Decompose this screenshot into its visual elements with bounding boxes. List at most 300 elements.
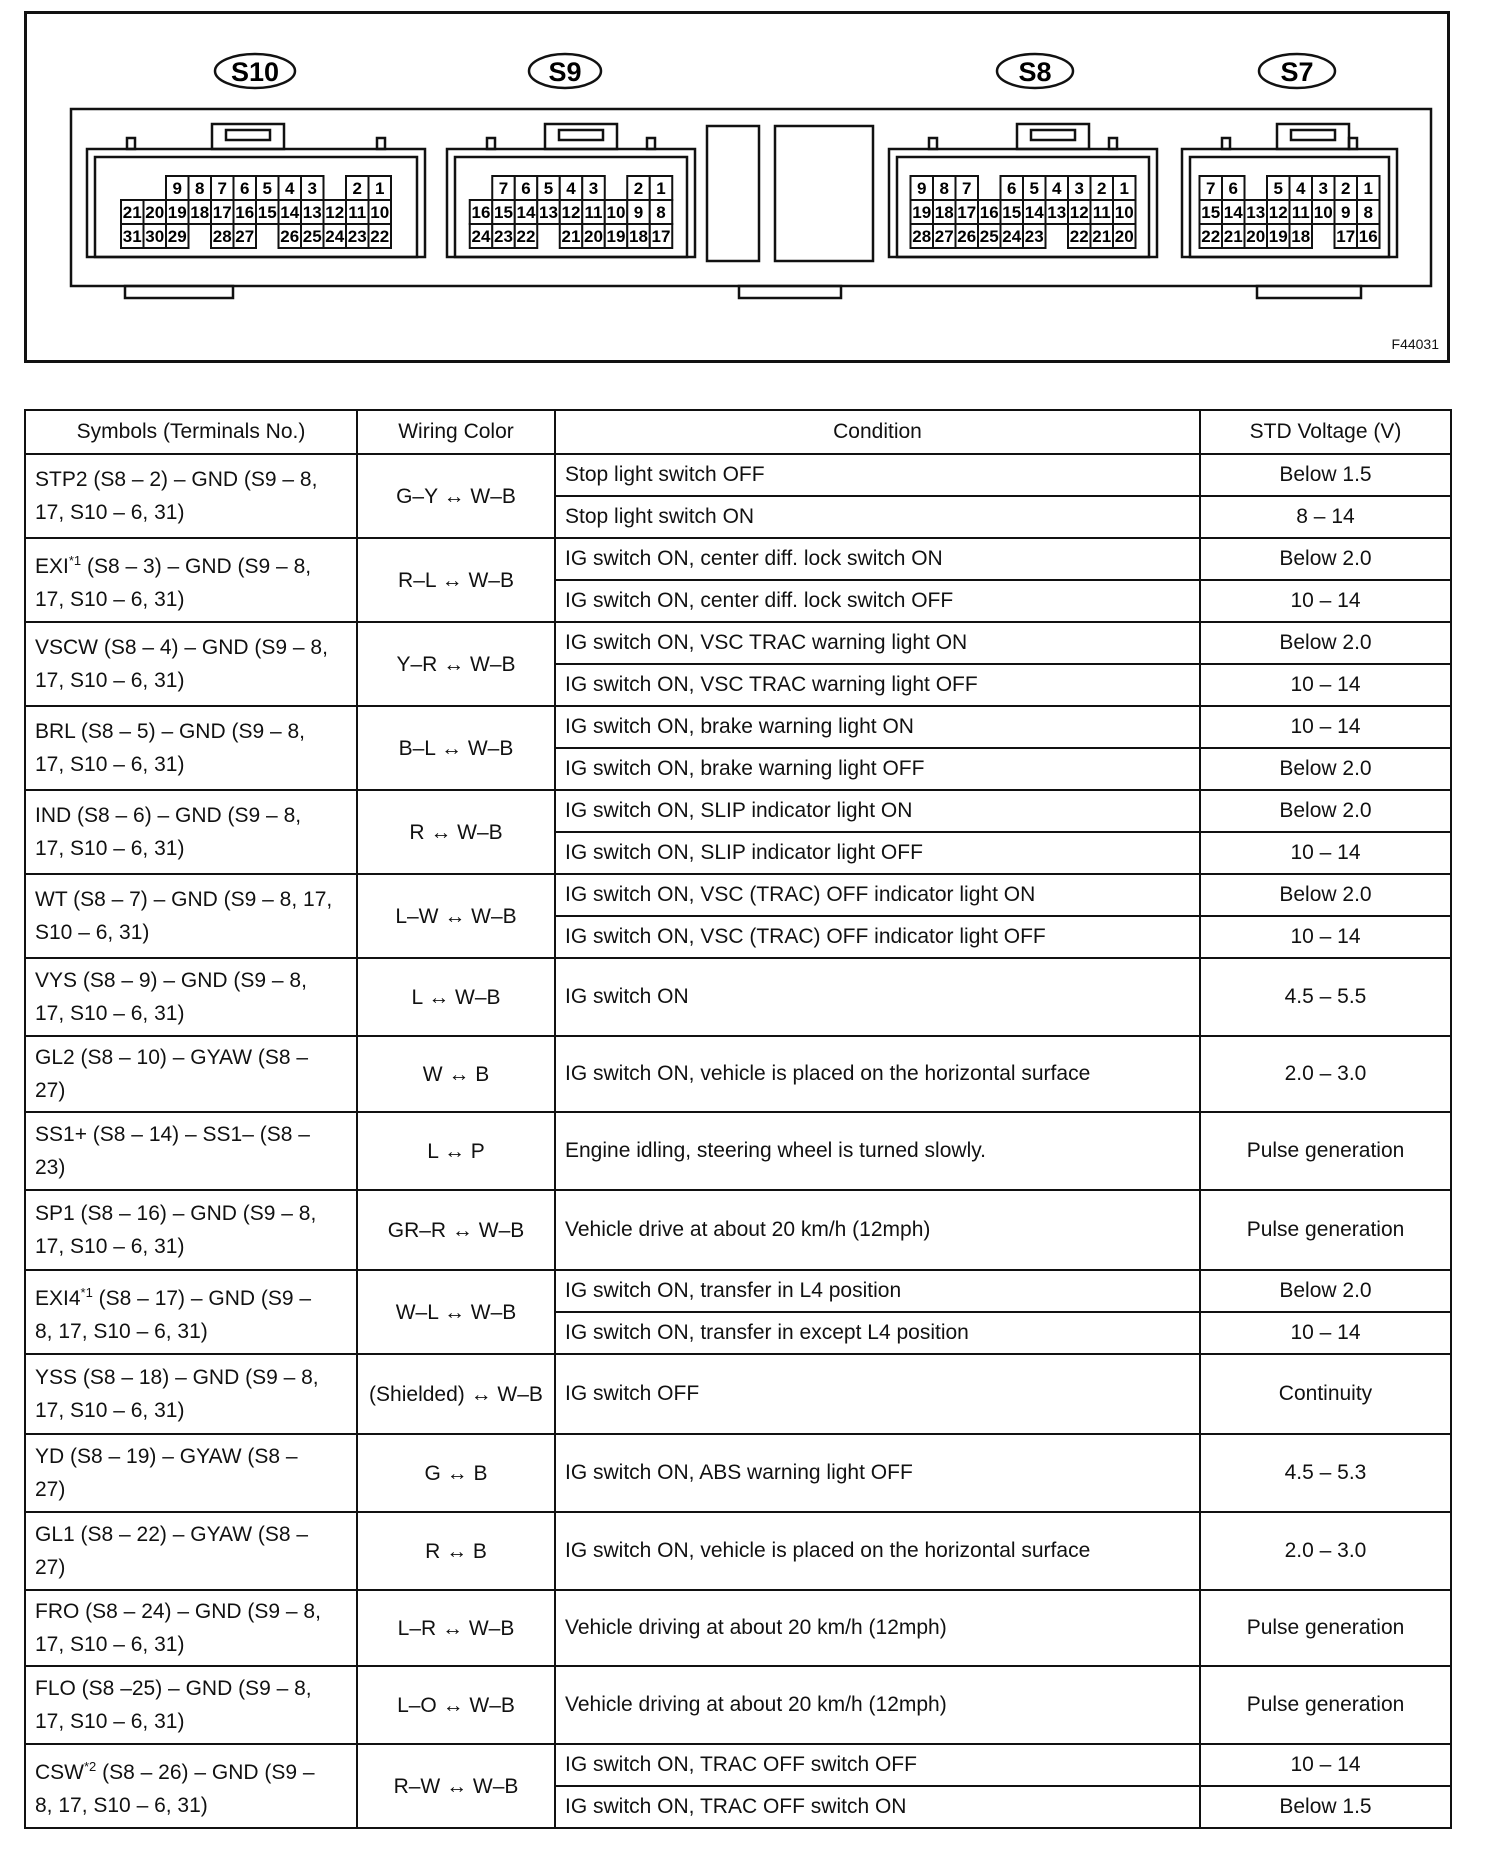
table-row	[25, 1190, 1451, 1270]
terminal-symbol-cell	[25, 538, 357, 622]
svg-text:1: 1	[1119, 179, 1129, 198]
table-row	[25, 1036, 1451, 1112]
pin-s9-17	[650, 224, 673, 248]
pin-s9-2	[627, 176, 650, 200]
pin-s7-13	[1245, 200, 1268, 224]
terminal-symbol-continued: 17, S10 – 6, 31)	[35, 588, 185, 611]
svg-text:23: 23	[1024, 227, 1044, 246]
pin-s8-26	[956, 224, 979, 248]
pin-s7-12	[1267, 200, 1290, 224]
pin-s7-7	[1200, 176, 1223, 200]
pin-s10-4	[279, 176, 302, 200]
pin-s9-4	[560, 176, 583, 200]
svg-text:18: 18	[190, 203, 210, 222]
connector-key	[377, 138, 385, 149]
svg-text:16: 16	[471, 203, 491, 222]
svg-text:2: 2	[352, 179, 362, 198]
figure-code: F44031	[1391, 336, 1439, 352]
mount-tab	[125, 286, 233, 298]
pin-s10-6	[234, 176, 257, 200]
pin-s8-15	[1001, 200, 1024, 224]
condition-cell: IG switch ON, VSC TRAC warning light ON	[555, 622, 1200, 664]
connector-drawing	[27, 14, 1447, 360]
svg-text:1: 1	[1363, 179, 1373, 198]
svg-text:25: 25	[302, 227, 322, 246]
pin-s8-9	[911, 176, 934, 200]
svg-text:7: 7	[1206, 179, 1216, 198]
pin-s8-1	[1113, 176, 1136, 200]
svg-text:1: 1	[375, 179, 385, 198]
pin-s10-23	[346, 224, 369, 248]
pin-s10-22	[369, 224, 392, 248]
condition-cell: IG switch ON, TRAC OFF switch OFF	[555, 1744, 1200, 1786]
table-row	[25, 538, 1451, 580]
svg-text:31: 31	[122, 227, 142, 246]
svg-text:3: 3	[307, 179, 317, 198]
condition-cell: IG switch ON, vehicle is placed on the horizontal surface	[555, 1512, 1200, 1590]
pin-s8-13	[1046, 200, 1069, 224]
pin-s10-11	[346, 200, 369, 224]
condition-cell: IG switch ON, VSC TRAC warning light OFF	[555, 664, 1200, 706]
terminal-symbol-cell	[25, 874, 357, 958]
svg-text:19: 19	[1268, 227, 1288, 246]
std-voltage-table	[24, 409, 1452, 1829]
pin-s8-4	[1046, 176, 1069, 200]
terminal-symbol: WT (S8 – 7) – GND (S9 – 8, 17,	[35, 888, 333, 911]
pin-s8-3	[1068, 176, 1091, 200]
pin-s8-24	[1001, 224, 1024, 248]
terminal-symbol-continued: 27)	[35, 1079, 66, 1102]
svg-text:7: 7	[217, 179, 227, 198]
pin-s9-19	[605, 224, 628, 248]
footnote-mark: *1	[68, 553, 82, 568]
std-voltage-cell: 2.0 – 3.0	[1200, 1036, 1451, 1112]
svg-text:13: 13	[539, 203, 558, 222]
pin-s7-4	[1290, 176, 1313, 200]
terminal-symbol-rest: (S8 – 26) – GND (S9 –	[96, 1761, 315, 1784]
svg-text:8: 8	[656, 203, 666, 222]
pin-s9-7	[492, 176, 515, 200]
svg-text:5: 5	[1029, 179, 1039, 198]
pin-s10-7	[211, 176, 234, 200]
svg-text:4: 4	[566, 179, 576, 198]
std-voltage-cell: 10 – 14	[1200, 1744, 1451, 1786]
svg-text:6: 6	[521, 179, 531, 198]
svg-text:22: 22	[1201, 227, 1221, 246]
table-row	[25, 1434, 1451, 1512]
svg-text:17: 17	[1336, 227, 1356, 246]
terminal-symbol-cell	[25, 1512, 357, 1590]
wiring-color-cell: L–O ↔ W–B	[357, 1666, 555, 1744]
svg-text:17: 17	[651, 227, 671, 246]
pin-s10-9	[166, 176, 189, 200]
svg-text:27: 27	[934, 227, 954, 246]
pin-s9-20	[582, 224, 605, 248]
svg-text:7: 7	[498, 179, 509, 198]
terminal-symbol: VYS (S8 – 9) – GND (S9 – 8,	[35, 969, 307, 992]
condition-cell: IG switch ON, brake warning light OFF	[555, 748, 1200, 790]
condition-cell: IG switch ON, VSC (TRAC) OFF indicator light OFF	[555, 916, 1200, 958]
svg-text:22: 22	[516, 227, 536, 246]
wiring-color-cell: W ↔ B	[357, 1036, 555, 1112]
svg-text:8: 8	[939, 179, 949, 198]
pin-s7-5	[1267, 176, 1290, 200]
std-voltage-cell: Below 2.0	[1200, 538, 1451, 580]
terminal-symbol: SP1 (S8 – 16) – GND (S9 – 8,	[35, 1202, 317, 1225]
svg-text:19: 19	[167, 203, 187, 222]
connector-latch	[1017, 124, 1089, 149]
condition-cell: IG switch ON, center diff. lock switch OFF	[555, 580, 1200, 622]
svg-text:30: 30	[145, 227, 165, 246]
std-voltage-cell: Continuity	[1200, 1354, 1451, 1434]
svg-text:14: 14	[1223, 203, 1243, 222]
svg-text:4: 4	[285, 179, 295, 198]
terminal-symbol-cell	[25, 790, 357, 874]
pin-s9-23	[492, 224, 515, 248]
svg-text:15: 15	[494, 203, 513, 222]
svg-text:11: 11	[584, 203, 603, 222]
terminal-symbol-continued: 8, 17, S10 – 6, 31)	[35, 1794, 208, 1817]
svg-text:16: 16	[235, 203, 255, 222]
pin-s10-27	[234, 224, 257, 248]
svg-text:15: 15	[1201, 203, 1221, 222]
mount-tab	[739, 286, 841, 298]
pin-s7-16	[1357, 224, 1380, 248]
pin-s10-26	[279, 224, 302, 248]
pin-s8-20	[1113, 224, 1136, 248]
pin-s9-18	[627, 224, 650, 248]
pin-s8-7	[956, 176, 979, 200]
connector-label: S7	[1280, 57, 1314, 87]
svg-text:22: 22	[1069, 227, 1089, 246]
svg-text:15: 15	[1002, 203, 1022, 222]
table-row	[25, 1512, 1451, 1590]
svg-text:6: 6	[1007, 179, 1017, 198]
std-voltage-cell: 10 – 14	[1200, 664, 1451, 706]
pin-s7-1	[1357, 176, 1380, 200]
table-row	[25, 1744, 1451, 1786]
svg-text:9: 9	[172, 179, 182, 198]
svg-text:24: 24	[471, 227, 491, 246]
table-row	[25, 1270, 1451, 1312]
terminal-symbol-rest: (S8 – 17) – GND (S9 –	[92, 1287, 312, 1310]
std-voltage-cell: 10 – 14	[1200, 706, 1451, 748]
svg-text:2: 2	[633, 179, 644, 198]
pin-s7-17	[1335, 224, 1358, 248]
terminal-symbol-continued: 17, S10 – 6, 31)	[35, 753, 185, 776]
terminal-symbol: EXI	[35, 555, 69, 578]
condition-cell: Stop light switch OFF	[555, 454, 1200, 496]
pin-s10-8	[189, 176, 212, 200]
condition-cell: IG switch ON, SLIP indicator light OFF	[555, 832, 1200, 874]
mount-tab	[1257, 286, 1361, 298]
wiring-color-cell: G ↔ B	[357, 1434, 555, 1512]
svg-text:21: 21	[122, 203, 142, 222]
header-std-voltage: STD Voltage (V)	[1200, 410, 1451, 454]
terminal-symbol: CSW	[35, 1761, 84, 1784]
pin-s9-16	[470, 200, 493, 224]
pin-s8-5	[1023, 176, 1046, 200]
terminal-symbol-continued: 17, S10 – 6, 31)	[35, 669, 185, 692]
condition-cell: IG switch ON, SLIP indicator light ON	[555, 790, 1200, 832]
terminal-symbol-cell	[25, 1434, 357, 1512]
terminal-symbol-cell	[25, 958, 357, 1036]
pin-s9-1	[650, 176, 673, 200]
pin-s10-19	[166, 200, 189, 224]
connector-label: S10	[230, 57, 280, 87]
svg-text:5: 5	[1273, 179, 1283, 198]
connector-s8	[889, 54, 1157, 257]
connector-key	[647, 138, 655, 149]
svg-text:6: 6	[1228, 179, 1238, 198]
pin-s10-5	[256, 176, 279, 200]
pin-s10-16	[234, 200, 257, 224]
svg-text:6: 6	[240, 179, 250, 198]
pin-s9-8	[650, 200, 673, 224]
connector-label: S8	[1018, 57, 1052, 87]
header-wiring-color: Wiring Color	[357, 410, 555, 454]
svg-text:2: 2	[1097, 179, 1107, 198]
wiring-color-cell: L–R ↔ W–B	[357, 1590, 555, 1666]
pin-s10-30	[144, 224, 167, 248]
wiring-color-cell: R–W ↔ W–B	[357, 1744, 555, 1828]
pin-s8-6	[1001, 176, 1024, 200]
svg-text:29: 29	[167, 227, 187, 246]
condition-cell: IG switch ON, ABS warning light OFF	[555, 1434, 1200, 1512]
terminal-symbol-rest: (S8 – 3) – GND (S9 – 8,	[81, 555, 312, 578]
svg-text:19: 19	[912, 203, 932, 222]
svg-text:12: 12	[1069, 203, 1089, 222]
connector-latch	[545, 124, 617, 149]
svg-text:12: 12	[1268, 203, 1288, 222]
std-voltage-cell: Below 2.0	[1200, 874, 1451, 916]
condition-cell: IG switch ON, TRAC OFF switch ON	[555, 1786, 1200, 1828]
terminal-symbol: EXI4	[35, 1287, 81, 1310]
pin-s8-11	[1091, 200, 1114, 224]
std-voltage-cell: Below 1.5	[1200, 1786, 1451, 1828]
pin-s9-5	[537, 176, 560, 200]
table-row	[25, 1112, 1451, 1190]
svg-text:21: 21	[1223, 227, 1243, 246]
svg-text:20: 20	[145, 203, 165, 222]
svg-text:5: 5	[262, 179, 272, 198]
connector-key	[1349, 138, 1357, 149]
pin-s8-12	[1068, 200, 1091, 224]
pin-s9-6	[515, 176, 538, 200]
svg-text:13: 13	[1246, 203, 1266, 222]
svg-text:22: 22	[370, 227, 390, 246]
svg-text:25: 25	[979, 227, 999, 246]
connector-key	[929, 138, 937, 149]
connector-key	[127, 138, 135, 149]
pin-s10-31	[121, 224, 144, 248]
svg-text:12: 12	[325, 203, 345, 222]
terminal-symbol-cell	[25, 1112, 357, 1190]
std-voltage-cell: Below 2.0	[1200, 748, 1451, 790]
condition-cell: IG switch ON, center diff. lock switch ON	[555, 538, 1200, 580]
wiring-color-cell: L ↔ W–B	[357, 958, 555, 1036]
blank-block	[707, 126, 759, 261]
condition-cell: IG switch ON, transfer in except L4 position	[555, 1312, 1200, 1354]
condition-cell: Stop light switch ON	[555, 496, 1200, 538]
condition-cell: Engine idling, steering wheel is turned slowly.	[555, 1112, 1200, 1190]
connector-key	[487, 138, 495, 149]
table-row	[25, 958, 1451, 1036]
pin-s10-1	[369, 176, 392, 200]
std-voltage-cell: 8 – 14	[1200, 496, 1451, 538]
connector-latch-slot	[1291, 130, 1335, 140]
pin-s9-14	[515, 200, 538, 224]
terminal-symbol-continued: 23)	[35, 1156, 66, 1179]
pin-s10-28	[211, 224, 234, 248]
pin-s7-20	[1245, 224, 1268, 248]
std-voltage-cell: 4.5 – 5.5	[1200, 958, 1451, 1036]
wiring-color-cell: (Shielded) ↔ W–B	[357, 1354, 555, 1434]
terminal-symbol: YD (S8 – 19) – GYAW (S8 –	[35, 1445, 298, 1468]
pin-s8-27	[933, 224, 956, 248]
pin-s8-8	[933, 176, 956, 200]
pin-s7-18	[1290, 224, 1313, 248]
std-voltage-cell: 10 – 14	[1200, 832, 1451, 874]
svg-text:27: 27	[235, 227, 255, 246]
pin-s10-21	[121, 200, 144, 224]
svg-text:28: 28	[912, 227, 932, 246]
svg-text:24: 24	[325, 227, 345, 246]
pin-s10-29	[166, 224, 189, 248]
pin-s9-9	[627, 200, 650, 224]
svg-text:12: 12	[561, 203, 581, 222]
terminal-symbol-continued: 17, S10 – 6, 31)	[35, 1002, 185, 1025]
svg-text:7: 7	[962, 179, 972, 198]
pin-s9-11	[582, 200, 605, 224]
std-voltage-cell: Below 2.0	[1200, 622, 1451, 664]
terminal-symbol-continued: 8, 17, S10 – 6, 31)	[35, 1320, 208, 1343]
pin-s7-15	[1200, 200, 1223, 224]
pin-s10-25	[301, 224, 324, 248]
condition-cell: Vehicle driving at about 20 km/h (12mph)	[555, 1666, 1200, 1744]
table-row	[25, 706, 1451, 748]
pin-s8-17	[956, 200, 979, 224]
svg-text:8: 8	[195, 179, 205, 198]
std-voltage-cell: Pulse generation	[1200, 1666, 1451, 1744]
connector-key	[1222, 138, 1230, 149]
pin-s8-16	[978, 200, 1001, 224]
svg-text:18: 18	[629, 227, 648, 246]
connector-key	[1109, 138, 1117, 149]
wiring-color-cell: GR–R ↔ W–B	[357, 1190, 555, 1270]
svg-text:9: 9	[633, 203, 644, 222]
terminal-symbol-continued: 17, S10 – 6, 31)	[35, 1235, 185, 1258]
pin-s10-15	[256, 200, 279, 224]
condition-cell: IG switch ON, brake warning light ON	[555, 706, 1200, 748]
header-condition: Condition	[555, 410, 1200, 454]
terminal-symbol: FRO (S8 – 24) – GND (S9 – 8,	[35, 1600, 321, 1623]
table-row	[25, 790, 1451, 832]
table-row	[25, 874, 1451, 916]
svg-text:17: 17	[957, 203, 977, 222]
pin-s8-23	[1023, 224, 1046, 248]
std-voltage-cell: 4.5 – 5.3	[1200, 1434, 1451, 1512]
pin-s10-18	[189, 200, 212, 224]
connector-latch-slot	[1031, 130, 1075, 140]
svg-text:21: 21	[561, 227, 581, 246]
svg-text:15: 15	[257, 203, 277, 222]
svg-text:23: 23	[347, 227, 367, 246]
svg-text:16: 16	[1358, 227, 1378, 246]
header-symbols: Symbols (Terminals No.)	[25, 410, 357, 454]
connector-latch	[212, 124, 284, 149]
pin-s8-28	[911, 224, 934, 248]
table-row	[25, 1590, 1451, 1666]
terminal-symbol-continued: S10 – 6, 31)	[35, 921, 150, 944]
std-voltage-cell: Pulse generation	[1200, 1190, 1451, 1270]
pin-s7-14	[1222, 200, 1245, 224]
pin-s10-10	[369, 200, 392, 224]
wiring-color-cell: Y–R ↔ W–B	[357, 622, 555, 706]
svg-text:21: 21	[1092, 227, 1112, 246]
pin-s9-3	[582, 176, 605, 200]
svg-text:20: 20	[1246, 227, 1266, 246]
std-voltage-cell: Below 1.5	[1200, 454, 1451, 496]
connector-latch	[1277, 124, 1349, 149]
wiring-color-cell: R–L ↔ W–B	[357, 538, 555, 622]
pin-s7-8	[1357, 200, 1380, 224]
svg-text:9: 9	[917, 179, 927, 198]
svg-text:5: 5	[543, 179, 554, 198]
svg-text:2: 2	[1341, 179, 1351, 198]
pin-s8-14	[1023, 200, 1046, 224]
svg-text:10: 10	[606, 203, 626, 222]
svg-text:24: 24	[1002, 227, 1022, 246]
pin-s8-2	[1091, 176, 1114, 200]
terminal-symbol: FLO (S8 –25) – GND (S9 – 8,	[35, 1677, 312, 1700]
svg-text:14: 14	[516, 203, 536, 222]
svg-text:4: 4	[1296, 179, 1306, 198]
terminal-symbol-continued: 17, S10 – 6, 31)	[35, 837, 185, 860]
pin-s7-10	[1312, 200, 1335, 224]
table-row	[25, 1666, 1451, 1744]
pin-s8-19	[911, 200, 934, 224]
svg-text:10: 10	[1114, 203, 1134, 222]
svg-text:3: 3	[1318, 179, 1328, 198]
svg-text:11: 11	[1291, 203, 1310, 222]
svg-text:18: 18	[934, 203, 954, 222]
footnote-mark: *1	[80, 1285, 93, 1300]
condition-cell: Vehicle driving at about 20 km/h (12mph)	[555, 1590, 1200, 1666]
svg-text:26: 26	[280, 227, 300, 246]
pin-s8-18	[933, 200, 956, 224]
wiring-color-cell: B–L ↔ W–B	[357, 706, 555, 790]
svg-text:19: 19	[606, 227, 626, 246]
pin-s10-13	[301, 200, 324, 224]
std-voltage-cell: 2.0 – 3.0	[1200, 1512, 1451, 1590]
terminal-symbol: VSCW (S8 – 4) – GND (S9 – 8,	[35, 636, 328, 659]
terminal-symbol-cell	[25, 1590, 357, 1666]
wiring-color-cell: G–Y ↔ W–B	[357, 454, 555, 538]
svg-text:16: 16	[979, 203, 999, 222]
wiring-color-cell: W–L ↔ W–B	[357, 1270, 555, 1354]
terminal-symbol-cell	[25, 622, 357, 706]
svg-text:3: 3	[588, 179, 599, 198]
connector-diagram	[24, 11, 1450, 363]
pin-s10-14	[279, 200, 302, 224]
connector-latch-slot	[226, 130, 270, 140]
connector-s9	[447, 54, 695, 257]
condition-cell: IG switch ON, vehicle is placed on the horizontal surface	[555, 1036, 1200, 1112]
terminal-symbol-cell	[25, 1190, 357, 1270]
svg-text:18: 18	[1291, 227, 1311, 246]
terminal-symbol-cell	[25, 454, 357, 538]
